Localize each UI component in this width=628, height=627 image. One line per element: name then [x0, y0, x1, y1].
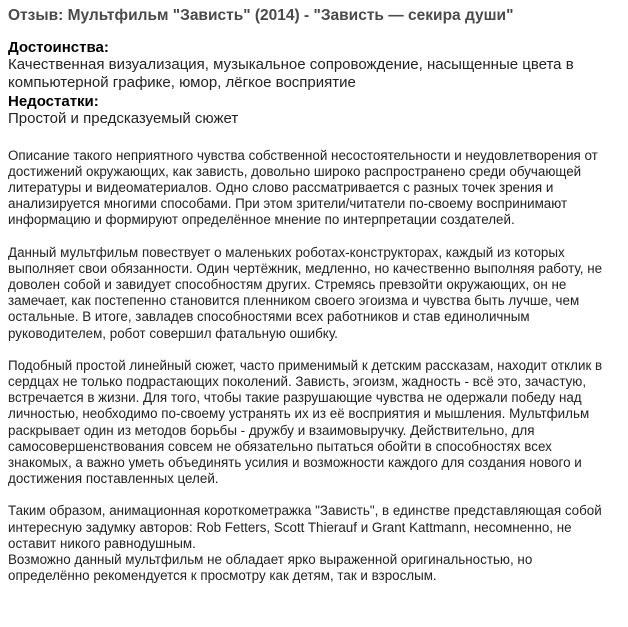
review-title: Отзыв: Мультфильм "Зависть" (2014) - "Зависть — секира души": [8, 7, 514, 24]
review-paragraph-2: Данный мультфильм повествует о маленьких роботах-конструкторах, каждый из которых выполняет свои обязанности. Один чертёжник, медленно, но качественно выполняя работу, не доволен собой и завидует способностям других. Стремясь превзойти окружающих, он не замечает, как постепенно становится пленником своего эгоизма и чувства быть лучше, чем остальные. В итоге, завладев способностями всех работников и став единоличным руководителем, робот совершил фатальную ошибку.: [8, 244, 603, 341]
cons-text: Простой и предсказуемый сюжет: [8, 110, 239, 127]
review-paragraph-1: Описание такого неприятного чувства собственной несостоятельности и неудовлетворения от достижений окружающих, как зависть, довольно широко распространено среди обучающей литературы и видеоматериалов. Одно слово рассматривается с разных точек зрения и анализируется многими способами. При этом зрители/читатели по-своему воспринимают информацию и формируют определённое мнение по интерпретации создателей.: [8, 147, 598, 228]
cons-heading: Недостатки:: [8, 93, 99, 110]
review-paragraph-5: Возможно данный мультфильм не обладает ярко выраженной оригинальностью, но определённо рекомендуется к просмотру как детям, так и взрослым.: [8, 551, 533, 584]
review-paragraph-4: Таким образом, анимационная короткометражка "Зависть", в единстве представляющая собой интересную задумку авторов: Rob Fetters, Scott Thierauf и Grant Kattmann, несомненно, не оставит никого равнодушным.: [8, 503, 602, 551]
review-paragraph-3: Подобный простой линейный сюжет, часто применимый к детским рассказам, находит отклик в сердцах не только подрастающих поколений. Зависть, эгоизм, жадность - всё это, зачастую, встречается в жизни. Для того, чтобы такие разрушающие чувства не одержали победу над личностью, необходимо по-своему устранять их из её восприятия и мышления. Мультфильм раскрывает один из методов борьбы - дружбу и взаимовыручку. Действительно, для самосовершенствования совсем не обязательно пытаться обойти в способностях всех знакомых, а важно уметь объединять усилия и возможности каждого для создания нового и достижения поставленных целей.: [8, 357, 603, 487]
pros-heading: Достоинства:: [8, 39, 109, 56]
pros-text: Качественная визуализация, музыкальное сопровождение, насыщенные цвета в компьютерной графике, юмор, лёгкое восприятие: [8, 56, 574, 91]
